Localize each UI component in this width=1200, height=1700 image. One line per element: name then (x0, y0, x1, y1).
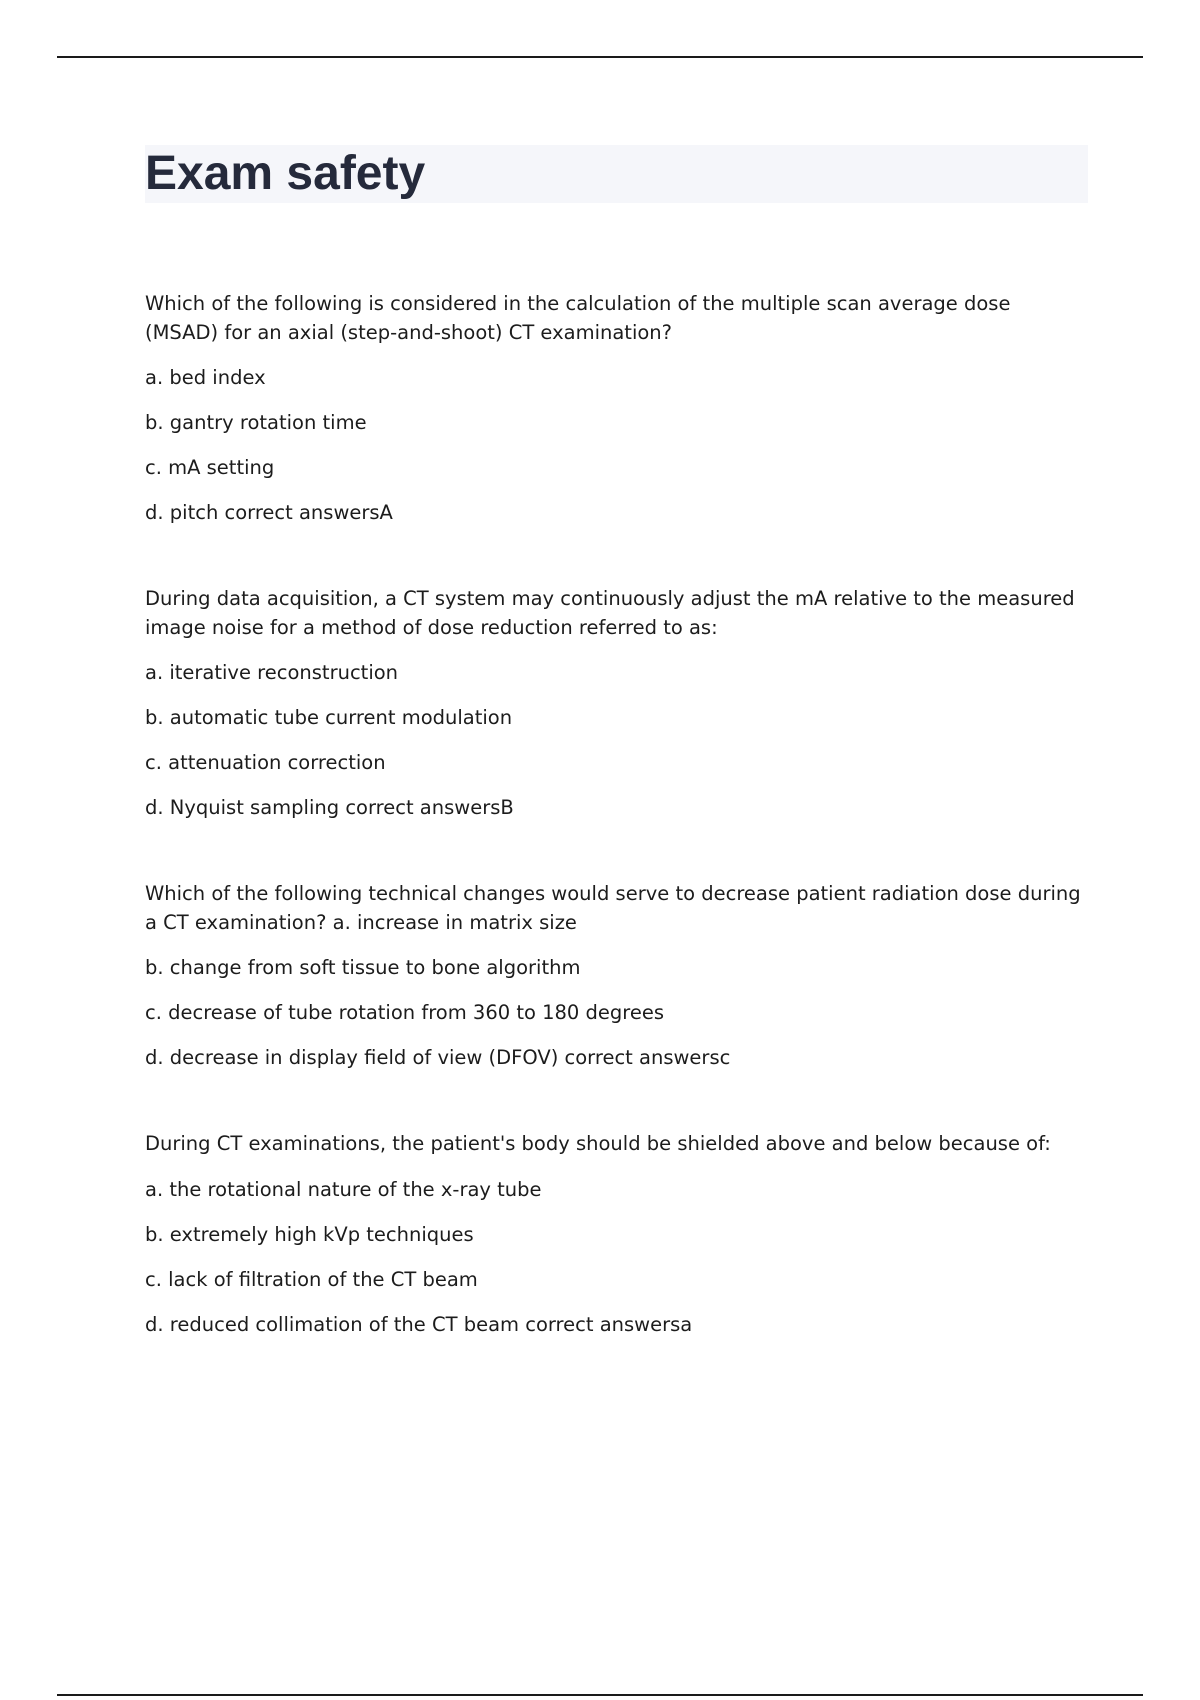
answer-option: b. automatic tube current modulation (145, 706, 513, 729)
question-prompt: During CT examinations, the patient's body should be shielded above and below because of: (145, 1132, 1051, 1155)
answer-option: c. attenuation correction (145, 751, 386, 774)
question-4 (145, 1130, 1085, 1339)
answer-option: c. lack of filtration of the CT beam (145, 1267, 478, 1291)
question-prompt: Which of the following technical changes would serve to decrease patient radiation dose during a CT examination? a. increase in matrix size (145, 882, 1081, 934)
answer-option: a. bed index (145, 366, 266, 389)
answer-option: d. Nyquist sampling correct answersB (145, 796, 514, 819)
question-prompt: During data acquisition, a CT system may continuously adjust the mA relative to the measured image noise for a method of dose reduction referred to as: (145, 587, 1075, 639)
answer-option: b. gantry rotation time (145, 411, 367, 434)
answer-option: a. iterative reconstruction (145, 661, 399, 684)
answer-option: c. decrease of tube rotation from 360 to 180 degrees (145, 1001, 665, 1024)
answer-option: b. extremely high kVp techniques (145, 1222, 474, 1246)
question-list (145, 290, 1085, 1397)
question-prompt: Which of the following is considered in the calculation of the multiple scan average dose (MSAD) for an axial (step-and-shoot) CT examination? (145, 292, 1011, 344)
page-title: Exam safety (145, 147, 426, 200)
answer-option: a. the rotational nature of the x-ray tube (145, 1177, 542, 1201)
answer-option: d. decrease in display field of view (DFOV) correct answersc (145, 1046, 731, 1069)
answer-option: d. reduced collimation of the CT beam correct answersa (145, 1312, 693, 1336)
header-rule (57, 56, 1143, 58)
answer-option: b. change from soft tissue to bone algorithm (145, 956, 581, 979)
question-2 (145, 585, 1085, 822)
answer-option: c. mA setting (145, 456, 275, 479)
question-3 (145, 880, 1085, 1072)
answer-option: d. pitch correct answersA (145, 501, 393, 524)
question-1 (145, 290, 1085, 527)
footer-rule (57, 1694, 1143, 1696)
